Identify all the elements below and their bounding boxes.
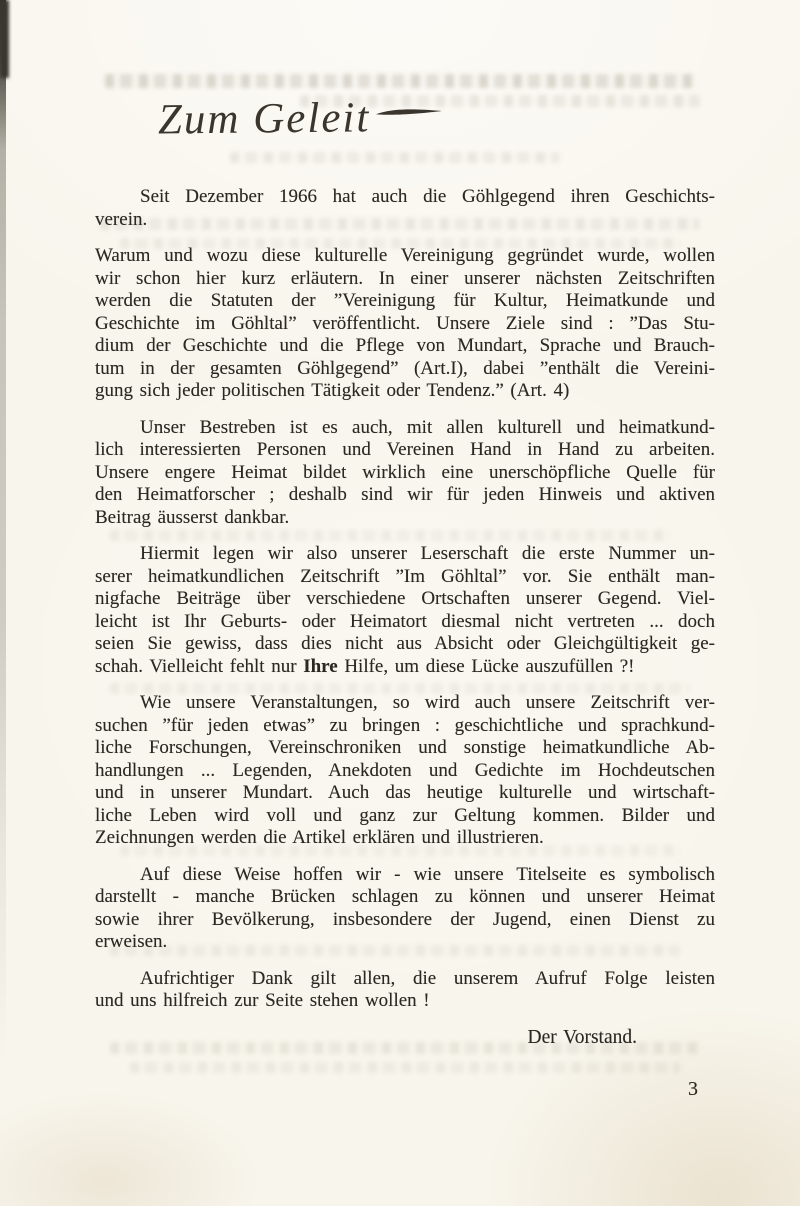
text-line: leicht ist Ihr Geburts- oder Heimatort diesmal nicht vertreten ... doch xyxy=(95,610,715,632)
paragraph xyxy=(95,186,715,231)
text-line: erweisen. xyxy=(95,931,168,952)
scan-corner-shadow xyxy=(0,0,9,78)
text-line: Auf diese Weise hoffen wir - wie unsere Titelseite es symbolisch xyxy=(140,863,715,885)
title-flourish-dash xyxy=(374,103,446,122)
text-line: Wie unsere Veranstaltungen, so wird auch unsere Zeitschrift ver- xyxy=(140,692,715,713)
paragraph xyxy=(95,417,715,530)
bleed-through-artifact xyxy=(105,74,695,88)
text-line: schah. Vielleicht fehlt nur Ihre Hilfe, um diese Lücke auszufüllen ?! xyxy=(95,655,635,677)
paragraph xyxy=(95,864,715,954)
text-line: lich interessierten Personen und Vereinen Hand in Hand zu arbeiten. xyxy=(95,439,715,460)
emphasis: Ihre xyxy=(303,655,338,677)
text-line: suchen ”für jeden etwas” zu bringen : geschichtliche und sprachkund- xyxy=(95,714,715,736)
bleed-through-artifact xyxy=(230,152,560,163)
paragraph xyxy=(95,245,715,403)
text-line: Hiermit legen wir also unserer Leserschaft die erste Nummer un- xyxy=(140,543,715,564)
text-line: verein. xyxy=(95,208,148,230)
text-line: seien Sie gewiss, dass dies nicht aus Absicht oder Gleichgültigkeit ge- xyxy=(95,633,715,654)
text-line: Beitrag äusserst dankbar. xyxy=(95,506,290,528)
page-title xyxy=(158,92,447,144)
text-line: dium der Geschichte und die Pflege von Mundart, Sprache und Brauch- xyxy=(95,335,715,356)
scan-edge-shadow xyxy=(0,0,6,1206)
text-line: und in unserer Mundart. Auch das heutige kulturelle und wirtschaft- xyxy=(95,782,715,803)
text-line: und uns hilfreich zur Seite stehen wollen ! xyxy=(95,990,430,1011)
text-line: liche Leben wird voll und ganz zur Geltung kommen. Bilder und xyxy=(95,804,715,826)
signature: Der Vorstand. xyxy=(527,1026,637,1048)
text-line: Aufrichtiger Dank gilt allen, die unserem Aufruf Folge leisten xyxy=(140,967,715,989)
body-text xyxy=(95,186,715,1049)
text-line: sowie ihrer Bevölkerung, insbesondere der Jugend, einen Dienst zu xyxy=(95,908,715,930)
text-line: wir schon hier kurz erläutern. In einer unserer nächsten Zeitschriften xyxy=(95,267,715,289)
text-line: Zeichnungen werden die Artikel erklären und illustrieren. xyxy=(95,827,544,848)
paragraph xyxy=(95,692,715,850)
text-line: gung sich jeder politischen Tätigkeit oder Tendenz.” (Art. 4) xyxy=(95,380,570,401)
text-line: Unser Bestreben ist es auch, mit allen kulturell und heimatkund- xyxy=(140,416,715,438)
text-line: tum in der gesamten Göhlgegend” (Art.I), dabei ”enthält die Vereini- xyxy=(95,357,715,379)
text-line: darstellt - manche Brücken schlagen zu können und unserer Heimat xyxy=(95,886,715,907)
bleed-through-artifact xyxy=(130,1062,680,1073)
text-line: Seit Dezember 1966 hat auch die Göhlgegend ihren Geschichts- xyxy=(140,186,715,207)
text-line: Unsere engere Heimat bildet wirklich eine unerschöpfliche Quelle für xyxy=(95,461,715,483)
paragraph xyxy=(95,543,715,678)
paragraph xyxy=(95,968,715,1013)
text-line: werden die Statuten der ”Vereinigung für Kultur, Heimatkunde und xyxy=(95,290,715,311)
text-line: nigfache Beiträge über verschiedene Ortschaften unserer Gegend. Viel- xyxy=(95,588,715,609)
page-title-text: Zum Geleit xyxy=(157,94,371,144)
text-line: liche Forschungen, Vereinschroniken und sonstige heimatkundliche Ab- xyxy=(95,737,715,758)
text-line: serer heimatkundlichen Zeitschrift ”Im Göhltal” vor. Sie enthält man- xyxy=(95,565,715,587)
page-number: 3 xyxy=(688,1078,698,1100)
text-line: Geschichte im Göhltal” veröffentlicht. Unsere Ziele sind : ”Das Stu- xyxy=(95,312,715,334)
text-line: den Heimatforscher ; deshalb sind wir für jeden Hinweis und aktiven xyxy=(95,484,715,505)
text-line: Warum und wozu diese kulturelle Vereinigung gegründet wurde, wollen xyxy=(95,245,715,266)
text-line: handlungen ... Legenden, Anekdoten und Gedichte im Hochdeutschen xyxy=(95,759,715,781)
